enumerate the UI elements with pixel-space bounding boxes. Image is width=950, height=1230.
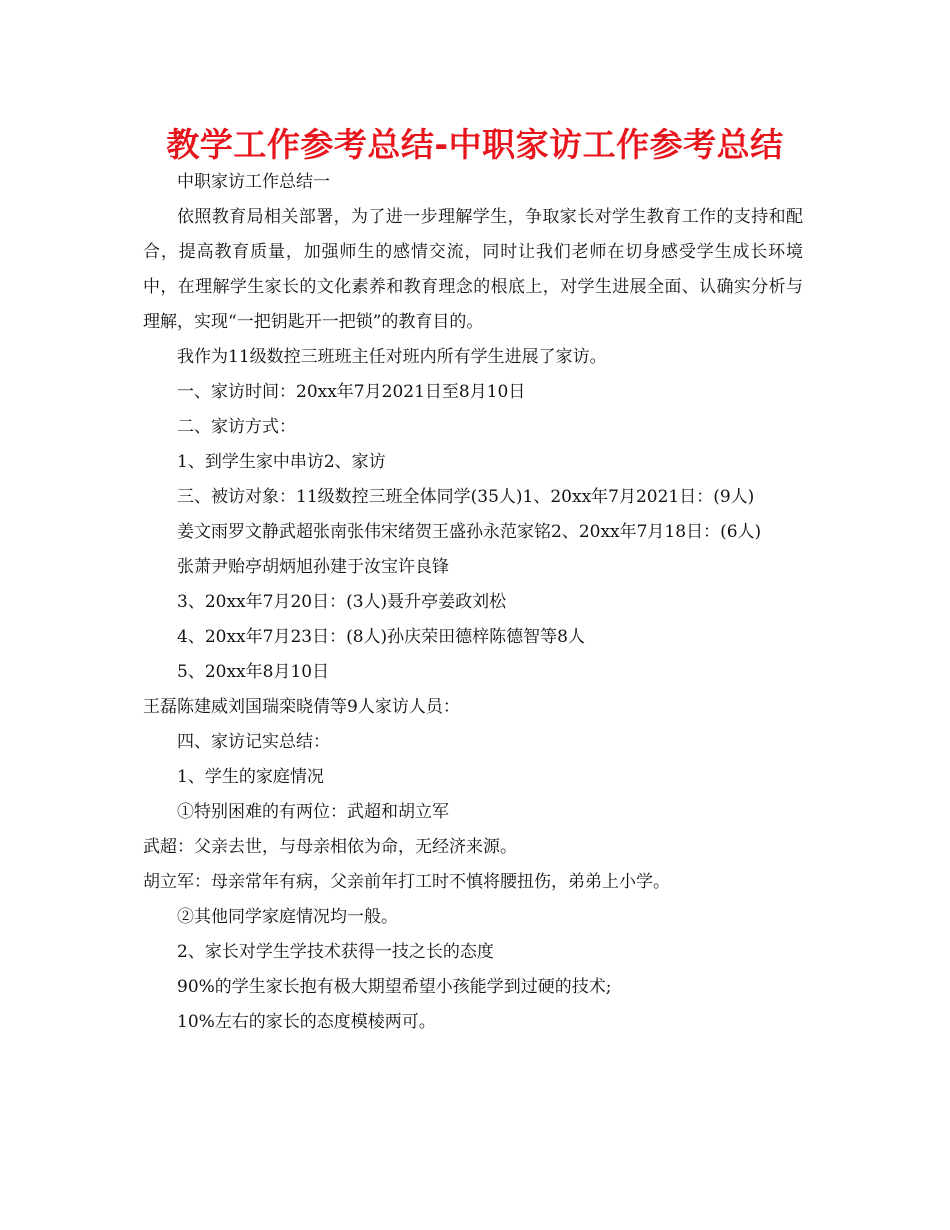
paragraph-visit-date-5: 5、20xx年8月10日 — [177, 662, 330, 682]
paragraph-visit-targets: 三、被访对象：11级数控三班全体同学(35人)1、20xx年7月2021日：(9人) — [177, 487, 755, 507]
document-body — [143, 165, 803, 1040]
paragraph-wuchao: 武超：父亲去世，与母亲相依为命，无经济来源。 — [143, 837, 517, 857]
paragraph-student-list-1: 姜文雨罗文静武超张南张伟宋绪贺王盛孙永范家铭2、20xx年7月18日：(6人) — [177, 522, 762, 542]
paragraph-statement: 我作为11级数控三班班主任对班内所有学生进展了家访。 — [177, 347, 607, 367]
paragraph-visit-methods: 1、到学生家中串访2、家访 — [177, 452, 386, 472]
paragraph-visit-date-4: 4、20xx年7月23日：(8人)孙庆荣田德梓陈德智等8人 — [177, 627, 585, 647]
paragraph-parent-attitude-90: 90%的学生家长抱有极大期望希望小孩能学到过硬的技术; — [177, 977, 612, 997]
paragraph-student-list-2: 张萧尹贻亭胡炳旭孙建于汝宝许良锋 — [177, 557, 449, 577]
paragraph-hulijun: 胡立军：母亲常年有病，父亲前年打工时不慎将腰扭伤，弟弟上小学。 — [143, 872, 670, 892]
paragraph-visit-date-3: 3、20xx年7月20日：(3人)聂升亭姜政刘松 — [177, 592, 507, 612]
document-title: 教学工作参考总结-中职家访工作参考总结 — [166, 125, 784, 164]
paragraph-family-heading: 1、学生的家庭情况 — [177, 767, 324, 787]
paragraph-visit-time: 一、家访时间：20xx年7月2021日至8月10日 — [177, 382, 526, 402]
paragraph-intro: 依照教育局相关部署，为了进一步理解学生，争取家长对学生教育工作的支持和配合，提高教育质量，加强师生的感情交流，同时让我们老师在切身感受学生成长环境中，在理解学生家长的文化素养和教育理念的根底上，对学生进展全面、认确实分析与理解，实现“一把钥匙开一把锁”的教育目的。 — [143, 207, 803, 332]
paragraph-parent-attitude-heading: 2、家长对学生学技术获得一技之长的态度 — [177, 942, 494, 962]
paragraph-difficult-families: ①特别困难的有两位：武超和胡立军 — [177, 802, 449, 822]
paragraph-summary-heading: 四、家访记实总结： — [177, 732, 330, 752]
paragraph-other-families: ②其他同学家庭情况均一般。 — [177, 907, 398, 927]
paragraph-parent-attitude-10: 10%左右的家长的态度模棱两可。 — [177, 1012, 436, 1032]
paragraph-student-list-3: 王磊陈建威刘国瑞栾晓倩等9人家访人员： — [143, 697, 460, 717]
paragraph-visit-method-heading: 二、家访方式： — [177, 417, 296, 437]
paragraph-section-heading: 中职家访工作总结一 — [177, 172, 330, 192]
